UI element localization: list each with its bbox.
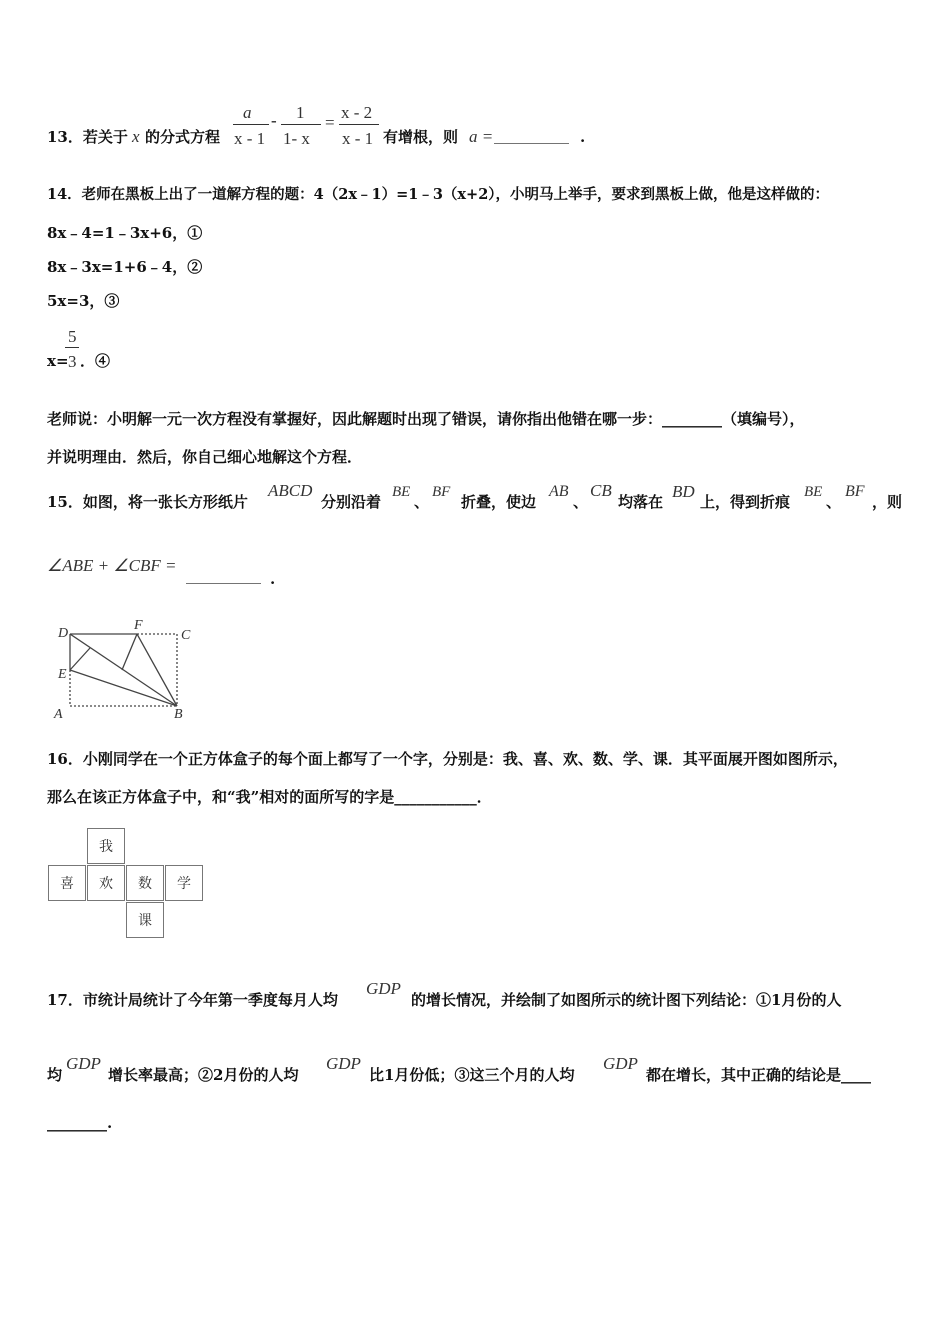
- net-cell-1: 喜: [48, 865, 86, 901]
- q14-step3: 5x=3，③: [47, 292, 120, 310]
- q13-frac1-bar: [233, 124, 269, 125]
- q14-step4-prefix: x=: [47, 352, 69, 370]
- q15-be: BE: [392, 484, 411, 500]
- q16-line2: 那么在该正方体盒子中，和“我”相对的面所写的字是___________．: [47, 788, 492, 806]
- q15-bf: BF: [432, 484, 451, 500]
- q13-blank[interactable]: __________: [494, 126, 569, 144]
- q14-step4-num: 5: [68, 327, 77, 346]
- q14-step1: 8x﹣4=1﹣3x+6，①: [47, 224, 203, 242]
- q16-line1: 16．小刚同学在一个正方体盒子的每个面上都写了一个字，分别是：我、喜、欢、数、学、课．其平面展开图如图所示，: [47, 750, 848, 768]
- q13-frac1-num: a: [243, 103, 252, 122]
- q14-line3: 并说明理由．然后，你自己细心地解这个方程．: [47, 448, 363, 466]
- q15-text2: 分别沿着: [321, 493, 382, 511]
- fig-fold-e: [70, 648, 90, 670]
- q17-gdp4: GDP: [603, 1054, 638, 1073]
- q15-cb: CB: [590, 481, 612, 500]
- q14-step4-den: 3: [68, 352, 77, 371]
- q17-gdp1: GDP: [366, 979, 401, 998]
- q13-number: 13．若关于: [47, 128, 128, 146]
- q17-text3: 均: [47, 1066, 63, 1084]
- net-cell-3: 数: [126, 865, 164, 901]
- net-cell-bottom: 课: [126, 902, 164, 938]
- q17-text2: 的增长情况，并绘制了如图所示的统计图下列结论：①1月份的人: [411, 991, 842, 1009]
- q15-text4: 均落在: [618, 493, 664, 511]
- q14-step2: 8x﹣3x=1+6﹣4，②: [47, 258, 203, 276]
- q13-frac2-den: 1- x: [283, 129, 310, 148]
- q14-line2: 老师说：小明解一元一次方程没有掌握好，因此解题时出现了错误，请你指出他错在哪一步：________（填编号），: [47, 410, 805, 428]
- net-cell-4: 学: [165, 865, 203, 901]
- q13-frac3-num: x - 2: [341, 103, 373, 122]
- q17-gdp3: GDP: [326, 1054, 361, 1073]
- q15-sep1: 、: [414, 493, 430, 511]
- q15-text3: 折叠，使边: [461, 493, 537, 511]
- q17-text5: 比1月份低；③这三个月的人均: [369, 1066, 575, 1084]
- net-cell-2: 欢: [87, 865, 125, 901]
- q15-angle-expr: ∠ABE + ∠CBF =: [47, 556, 177, 575]
- fig-fold-f: [122, 634, 137, 670]
- q15-be2: BE: [804, 484, 823, 500]
- fig-label-a: A: [54, 707, 63, 722]
- q15-abcd: ABCD: [268, 481, 313, 500]
- q15-end: .: [270, 570, 276, 588]
- fig-diagonal-db: [70, 634, 177, 706]
- q13-equals: =: [325, 113, 335, 132]
- q15-ab: AB: [549, 483, 569, 500]
- q13-var-x: x: [132, 127, 140, 146]
- q15-sep2: 、: [573, 493, 589, 511]
- q15-text1: 15．如图，将一张长方形纸片: [47, 493, 248, 511]
- fig-label-f: F: [134, 618, 143, 633]
- q13-text2: 有增根，则: [383, 128, 459, 146]
- q13-frac2-bar: [281, 124, 321, 125]
- q13-frac3-den: x - 1: [342, 129, 374, 148]
- q15-text5: 上，得到折痕: [700, 493, 791, 511]
- q15-bf2: BF: [845, 483, 865, 500]
- q14-step4-bar: [65, 347, 79, 348]
- q17-text7: ________.: [47, 1114, 113, 1132]
- q15-sep3: 、: [826, 493, 842, 511]
- q15-bd: BD: [672, 482, 695, 501]
- net-cell-top: 我: [87, 828, 125, 864]
- q17-text4: 增长率最高；②2月份的人均: [108, 1066, 299, 1084]
- fig-label-e: E: [58, 667, 67, 682]
- q13-text: 的分式方程: [145, 128, 221, 146]
- fig-label-d: D: [58, 626, 69, 641]
- q13-minus: -: [271, 111, 277, 130]
- q17-text6: 都在增长，其中正确的结论是____: [646, 1066, 872, 1084]
- q13-frac2-num: 1: [296, 103, 305, 122]
- q17-gdp2: GDP: [66, 1054, 101, 1073]
- q13-answer-lhs: a =: [469, 127, 494, 146]
- fig-label-c: C: [181, 628, 191, 643]
- fig-fold-eb: [70, 670, 177, 706]
- q13-end: .: [580, 128, 586, 146]
- fig-label-b: B: [174, 707, 183, 722]
- q17-text1: 17．市统计局统计了今年第一季度每月人均: [47, 991, 338, 1009]
- q14-line1: 14．老师在黑板上出了一道解方程的题：4（2x﹣1）=1﹣3（x+2），小明马上举手，要求到黑板上做，他是这样做的：: [47, 186, 830, 203]
- q15-figure: [46, 612, 202, 722]
- q14-step4-suffix: ．④: [80, 352, 111, 370]
- q15-text6: ，则: [872, 493, 903, 511]
- q15-blank[interactable]: __________: [186, 566, 261, 584]
- q13-frac3-bar: [339, 124, 379, 125]
- q13-frac1-den: x - 1: [234, 129, 266, 148]
